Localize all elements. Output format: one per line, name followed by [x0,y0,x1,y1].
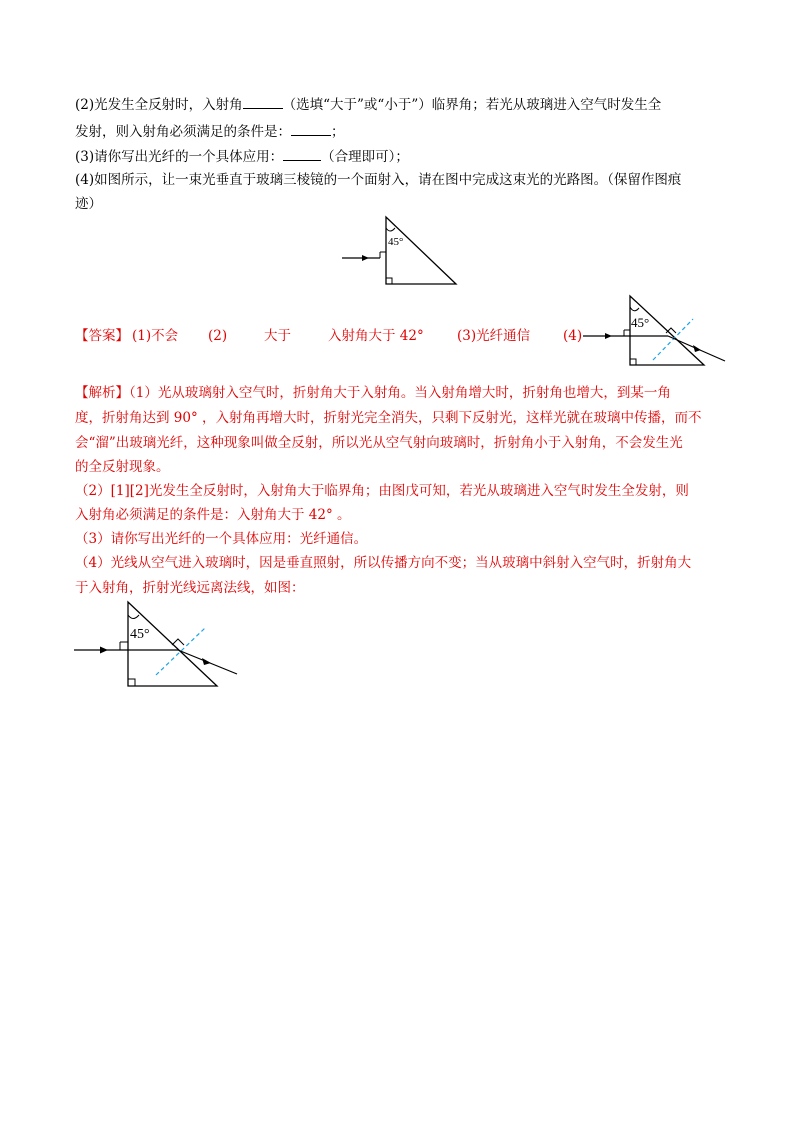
answer-1: (1)不会 [132,328,179,344]
prism-triangle [630,296,704,365]
question-4-line-2: 迹） [75,196,102,212]
answer-blank[interactable] [291,121,331,136]
arrow-icon [202,658,211,665]
angle-arc [128,615,139,619]
right-angle-mark-corner [630,359,636,365]
normal-line [653,319,693,360]
answer-4-number: (4) [563,328,583,344]
analysis-paragraph-1-line-1 [75,383,671,403]
angle-label: 45° [631,315,650,330]
analysis-paragraph-4-line-1: （4）光线从空气进入玻璃时，因是垂直照射，所以传播方向不变；当从玻璃中斜射入空气时，折射角大 [75,555,692,571]
analysis-paragraph-4-line-2: 于入射角，折射光线远离法线，如图： [75,580,305,596]
answer-blank[interactable] [283,146,321,161]
question-2-text-c: 发射，则入射角必须满足的条件是： [75,124,291,140]
question-2-line-1 [75,94,661,115]
question-3-line [75,146,409,167]
analysis-paragraph-3: （3）请你写出光纤的一个具体应用：光纤通信。 [75,531,368,547]
analysis-paragraph-2-line-2: 入射角必须满足的条件是：入射角大于 42° 。 [75,507,351,523]
question-2-line-2 [75,121,345,142]
analysis-paragraph-1-line-4: 的全反射现象。 [75,459,170,475]
prism-figure-analysis [72,598,242,690]
answer-blank[interactable] [243,94,283,109]
arrow-icon [100,647,108,654]
prism-triangle [386,217,456,284]
question-3-text-b: （合理即可）； [321,149,409,165]
analysis-paragraph-2-line-1: （2）[1][2]光发生全反射时，入射角大于临界角；由图戊可知，若光从玻璃进入空气时发生全发射，则 [75,483,689,499]
answer-2-number: (2) [208,328,228,344]
prism-figure-question [340,214,465,288]
right-angle-mark-corner [386,278,392,284]
analysis-paragraph-1-line-3: 会“溜”出玻璃光纤，这种现象叫做全反射，所以光从空气射向玻璃时，折射角小于入射角，不会发生光 [75,435,683,451]
angle-label: 45° [130,627,150,642]
angle-label: 45° [388,236,404,248]
question-4-line-1: (4)如图所示，让一束光垂直于玻璃三棱镜的一个面射入，请在图中完成这束光的光路图。（保留作图痕 [75,172,682,188]
angle-arc [630,307,639,311]
question-2-text-b: （选填“大于”或“小于”）临界角；若光从玻璃进入空气时发生全 [282,97,662,113]
right-angle-mark-normal [172,639,184,645]
angle-arc [386,228,395,231]
answer-2-value-2: 入射角大于 42° [328,328,424,344]
question-2-text-d: ； [331,124,345,140]
answer-3: (3)光纤通信 [457,328,531,344]
right-angle-mark-corner [128,679,135,686]
question-2-text-a: (2)光发生全反射时，入射角 [75,97,243,113]
prism-figure-answer [583,293,733,373]
question-3-text-a: (3)请你写出光纤的一个具体应用： [75,149,284,165]
analysis-label: 【解析】 [75,385,129,401]
arrow-icon [693,345,701,352]
answer-label: 【答案】 [75,328,129,344]
arrow-icon [605,333,612,339]
arrow-icon [362,255,369,261]
analysis-paragraph-1-line-2: 度，折射角达到 90° ，入射角再增大时，折射光完全消失，只剩下反射光，这样光就在玻璃中传播，而不 [75,410,702,426]
answer-2-value-1: 大于 [264,328,291,344]
analysis-text: （1）光从玻璃射入空气时，折射角大于入射角。当入射角增大时，折射角也增大，到某一角 [129,385,671,401]
